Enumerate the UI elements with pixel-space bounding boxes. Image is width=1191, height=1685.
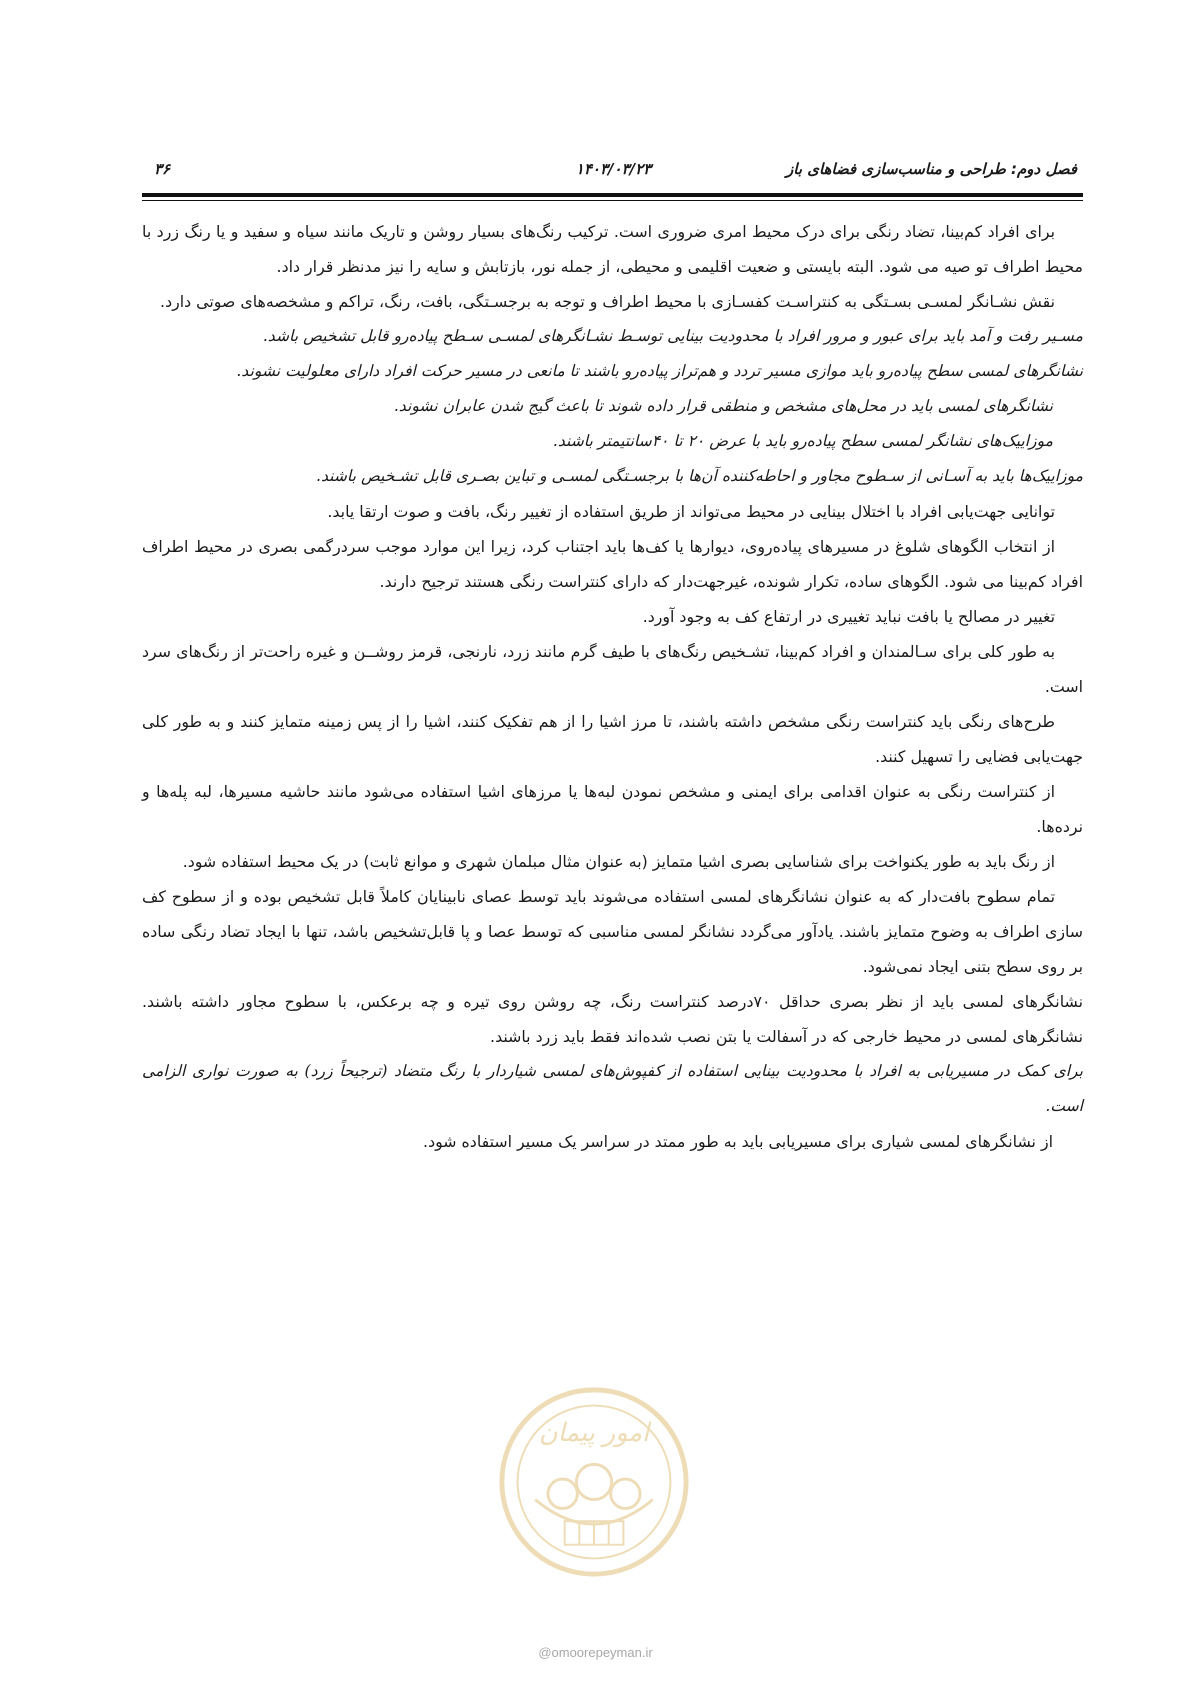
paragraph-italic: موزاییک‌های نشانگر لمسی سطح پیاده‌رو باید با عرض ۲۰ تا ۴۰سانتیمتر باشند.: [552, 432, 1053, 450]
paragraph-italic: نشانگرهای لمسی باید در محل‌های مشخص و منطقی قرار داده شوند تا باعث گیج شدن عابران نشوند.: [393, 397, 1053, 415]
paragraph-italic: نشانگرهای لمسی سطح پیاده‌رو باید موازی مسیر تردد و هم‌تراز پیاده‌رو باشند تا مانعی در مسیر حرکت افراد دارای معلولیت نشوند.: [236, 362, 1083, 380]
watermark-logo-icon: [496, 1384, 692, 1580]
paragraph: طرح‌های رنگی باید کنتراست رنگی مشخص داشته باشند، تا مرز اشیا را از هم تفکیک کنند، اشیا را از پس زمینه متمایز کنند و به طور کلی جهت‌یابی فضایی را تسهیل کنند.: [142, 712, 1083, 766]
header-rule-thin: [142, 200, 1083, 201]
paragraph: از کنتراست رنگی به عنوان اقدامی برای ایمنی و مشخص نمودن لبه‌ها یا مرزهای اشیا استفاده می‌شود مانند حاشیه مسیرها، لبه پله‌ها و نرده‌ها.: [142, 782, 1083, 836]
paragraph: از رنگ باید به طور یکنواخت برای شناسایی بصری اشیا متمایز (به عنوان مثال مبلمان شهری و موانع ثابت) در یک محیط استفاده شود.: [182, 852, 1055, 871]
page-number: ۳۶: [154, 160, 171, 178]
header-rule-thick: [142, 193, 1083, 197]
paragraph: توانایی جهت‌یابی افراد با اختلال بینایی در محیط می‌تواند از طریق استفاده از تغییر رنگ، بافت و صوت ارتقا یابد.: [327, 502, 1055, 521]
paragraph: از نشانگرهای لمسی شیاری برای مسیریابی باید به طور ممتد در سراسر یک مسیر استفاده شود.: [423, 1132, 1053, 1151]
paragraph: به طور کلی برای سـالمندان و افراد کم‌بینا، تشـخیص رنگ‌های با طیف گرم مانند زرد، نارنجی، قرمز روشــن و غیره راحت‌تر از رنگ‌های سرد است.: [142, 642, 1083, 696]
chapter-title: فصل دوم: طراحی و مناسب‌سازی فضاهای باز: [786, 160, 1077, 178]
paragraph-italic: موزاییک‌ها باید به آسـانی از سـطوح مجاور و احاطه‌کننده آن‌ها با برجسـتگی لمسـی و تباین بصـری قابل تشـخیص باشند.: [315, 467, 1083, 485]
body-text: [142, 214, 1083, 1159]
paragraph: تمام سطوح بافت‌دار که به عنوان نشانگرهای لمسی استفاده می‌شوند باید توسط عصای نابینایان کاملاً قابل تشخیص بوده و از سطوح کف سازی اطراف به وضوح متمایز باشند. یادآور می‌گردد نشانگر لمسی مناسبی که توسط عصا و پا قابل‌تشخیص باشد، تنها با ایجاد تضاد رنگی ساده بر روی سطح بتنی ایجاد نمی‌شود.: [142, 887, 1083, 976]
paragraph: برای افراد کم‌بینا، تضاد رنگی برای درک محیط امری ضروری است. ترکیب رنگ‌های بسیار روشن و تاریک مانند سیاه و سفید و یا رنگ زرد با محیط اطراف تو صیه می شود. البته بایستی و ضعیت اقلیمی و محیطی، از جمله نور، بازتابش و سایه را نیز مدنظر قرار داد.: [142, 222, 1083, 276]
paragraph-italic: برای کمک در مسیریابی به افراد با محدودیت بینایی استفاده از کفپوش‌های لمسی شیاردار با رنگ متضاد (ترجیحاً زرد) به صورت نواری الزامی است.: [142, 1062, 1083, 1115]
paragraph: نشانگرهای لمسی باید از نظر بصری حداقل ۷۰درصد کنتراست رنگ، چه روشن روی تیره و چه برعکس، با سطوح مجاور داشته باشند. نشانگرهای لمسی در محیط خارجی که در آسفالت یا بتن نصب شده‌اند فقط باید زرد باشند.: [142, 992, 1084, 1046]
watermark-website: @omoorepeyman.ir: [538, 1645, 653, 1660]
header-date: ۱۴۰۳/۰۳/۲۳: [575, 160, 652, 178]
page-header: [150, 160, 1077, 186]
paragraph: از انتخاب الگوهای شلوغ در مسیرهای پیاده‌روی، دیوارها یا کف‌ها باید اجتناب کرد، زیرا این موارد موجب سردرگمی بصری در محیط اطراف افراد کم‌بینا می شود. الگوهای ساده، تکرار شونده، غیرجهت‌دار که دارای کنتراست رنگی هستند ترجیح دارند.: [142, 537, 1083, 591]
paragraph: نقش نشـانگر لمسـی بسـتگی به کنتراسـت کفسـازی با محیط اطراف و توجه به برجسـتگی، بافت، رنگ، تراکم و مشخصه‌های صوتی دارد.: [160, 292, 1055, 311]
paragraph-italic: مسـیر رفت و آمد باید برای عبور و مرور افراد با محدودیت بینایی توسـط نشـانگرهای لمسـی سـطح پیاده‌رو قابل تشخیص باشد.: [262, 327, 1083, 345]
paragraph: تغییر در مصالح یا بافت نباید تغییری در ارتفاع کف به وجود آورد.: [642, 607, 1055, 626]
watermark-logo-text: امور پیمان: [538, 1417, 650, 1448]
